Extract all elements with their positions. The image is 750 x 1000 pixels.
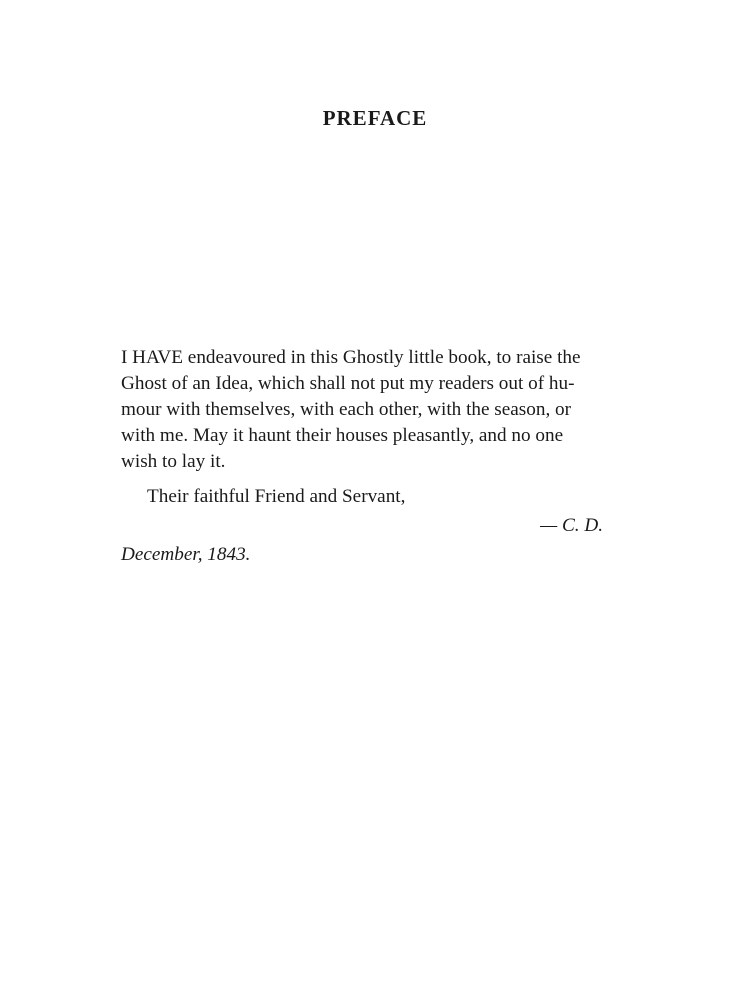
paragraph-line-1: I HAVE endeavoured in this Ghostly little book, to raise the <box>121 347 581 368</box>
preface-body <box>121 345 603 568</box>
paragraph-line-4: with me. May it haunt their houses pleasantly, and no one <box>121 425 564 446</box>
paragraph-line-2: Ghost of an Idea, which shall not put my readers out of hu- <box>121 373 575 394</box>
preface-paragraph <box>121 345 603 475</box>
paragraph-line-5: wish to lay it. <box>121 451 226 472</box>
preface-date: December, 1843. <box>121 544 251 565</box>
closing-line: Their faithful Friend and Servant, <box>147 486 406 507</box>
paragraph-line-3: mour with themselves, with each other, with the season, or <box>121 399 572 420</box>
author-signature: — C. D. <box>540 515 603 536</box>
page-title: PREFACE <box>322 106 428 130</box>
